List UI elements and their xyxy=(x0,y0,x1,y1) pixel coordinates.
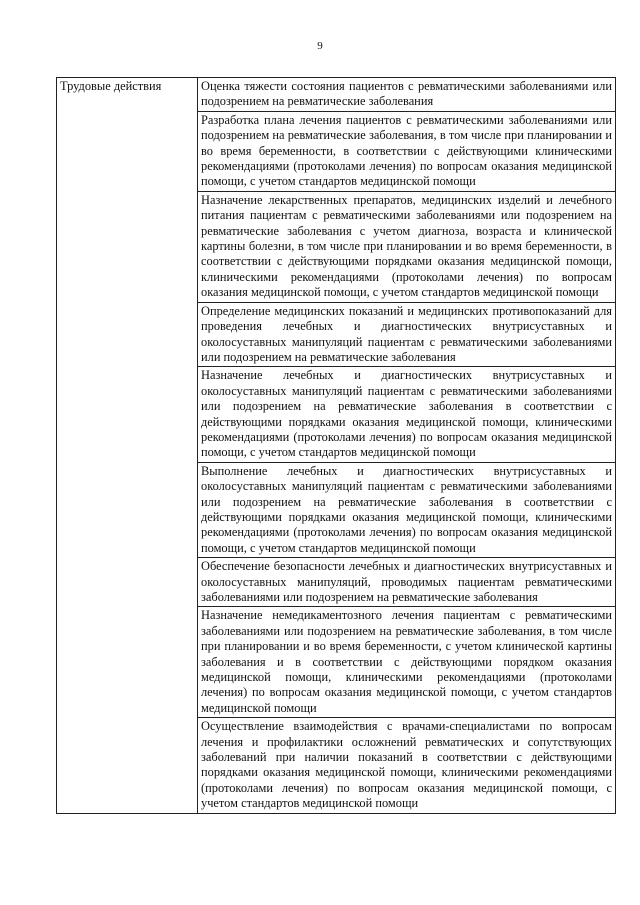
action-item: Назначение лекарственных препаратов, медицинских изделий и лечебного питания пациентам с ревматическими заболеваниями или подозрением на ревматические заболевания с учетом диагноза, возраста и клинической картины болезни, в том числе при планировании и во время беременности, в соответствии с действующими порядками оказания медицинской помощи, клиническими рекомендациями (протоколами лечения) по вопросам оказания медицинской помощи, с учетом стандартов медицинской помощи xyxy=(198,191,616,302)
page-number: 9 xyxy=(317,40,323,52)
action-item: Оценка тяжести состояния пациентов с ревматическими заболеваниями или подозрением на ревматические заболевания xyxy=(198,78,616,112)
action-item: Разработка плана лечения пациентов с ревматическими заболеваниями или подозрением на ревматические заболевания, в том числе при планировании и во время беременности, в соответствии с действующими клиническими рекомендациями (протоколами лечения) по вопросам оказания медицинской помощи, с учетом стандартов медицинской помощи xyxy=(198,111,616,191)
action-item: Назначение лечебных и диагностических внутрисуставных и околосуставных манипуляций пациентам с ревматическими заболеваниями или подозрением на ревматические заболевания в соответствии с действующими порядками оказания медицинской помощи, клиническими рекомендациями (протоколами лечения) по вопросам оказания медицинской помощи, с учетом стандартов медицинской помощи xyxy=(198,367,616,462)
action-item: Определение медицинских показаний и медицинских противопоказаний для проведения лечебных и диагностических внутрисуставных и околосуставных манипуляций пациентам с ревматическими заболеваниями или подозрением на ревматические заболевания xyxy=(198,302,616,367)
action-item: Назначение немедикаментозного лечения пациентам с ревматическими заболеваниями или подозрением на ревматические заболевания, в том числе при планировании и во время беременности, с учетом клинической картины заболевания и в соответствии с действующими порядком оказания медицинской помощи, клиническими рекомендациями (протоколами лечения) по вопросам оказания медицинской помощи, с учетом стандартов медицинской помощи xyxy=(198,607,616,718)
labor-actions-table xyxy=(56,77,616,814)
action-item: Выполнение лечебных и диагностических внутрисуставных и околосуставных манипуляций пациентам с ревматическими заболеваниями или подозрением на ревматические заболевания в соответствии с действующими порядками оказания медицинской помощи, клиническими рекомендациями (протоколами лечения) по вопросам оказания медицинской помощи, с учетом стандартов медицинской помощи xyxy=(198,462,616,557)
table-row xyxy=(57,78,616,112)
action-item: Обеспечение безопасности лечебных и диагностических внутрисуставных и околосуставных манипуляций, проводимых пациентам ревматическими заболеваниями или подозрением на ревматические заболевания xyxy=(198,558,616,607)
action-item: Осуществление взаимодействия с врачами-специалистами по вопросам лечения и профилактики осложнений ревматических и сопутствующих заболеваний при наличии показаний в соответствии с действующими порядками оказания медицинской помощи, клиническими рекомендациями (протоколами лечения) по вопросам оказания медицинской помощи, с учетом стандартов медицинской помощи xyxy=(198,718,616,813)
row-label: Трудовые действия xyxy=(57,78,198,814)
